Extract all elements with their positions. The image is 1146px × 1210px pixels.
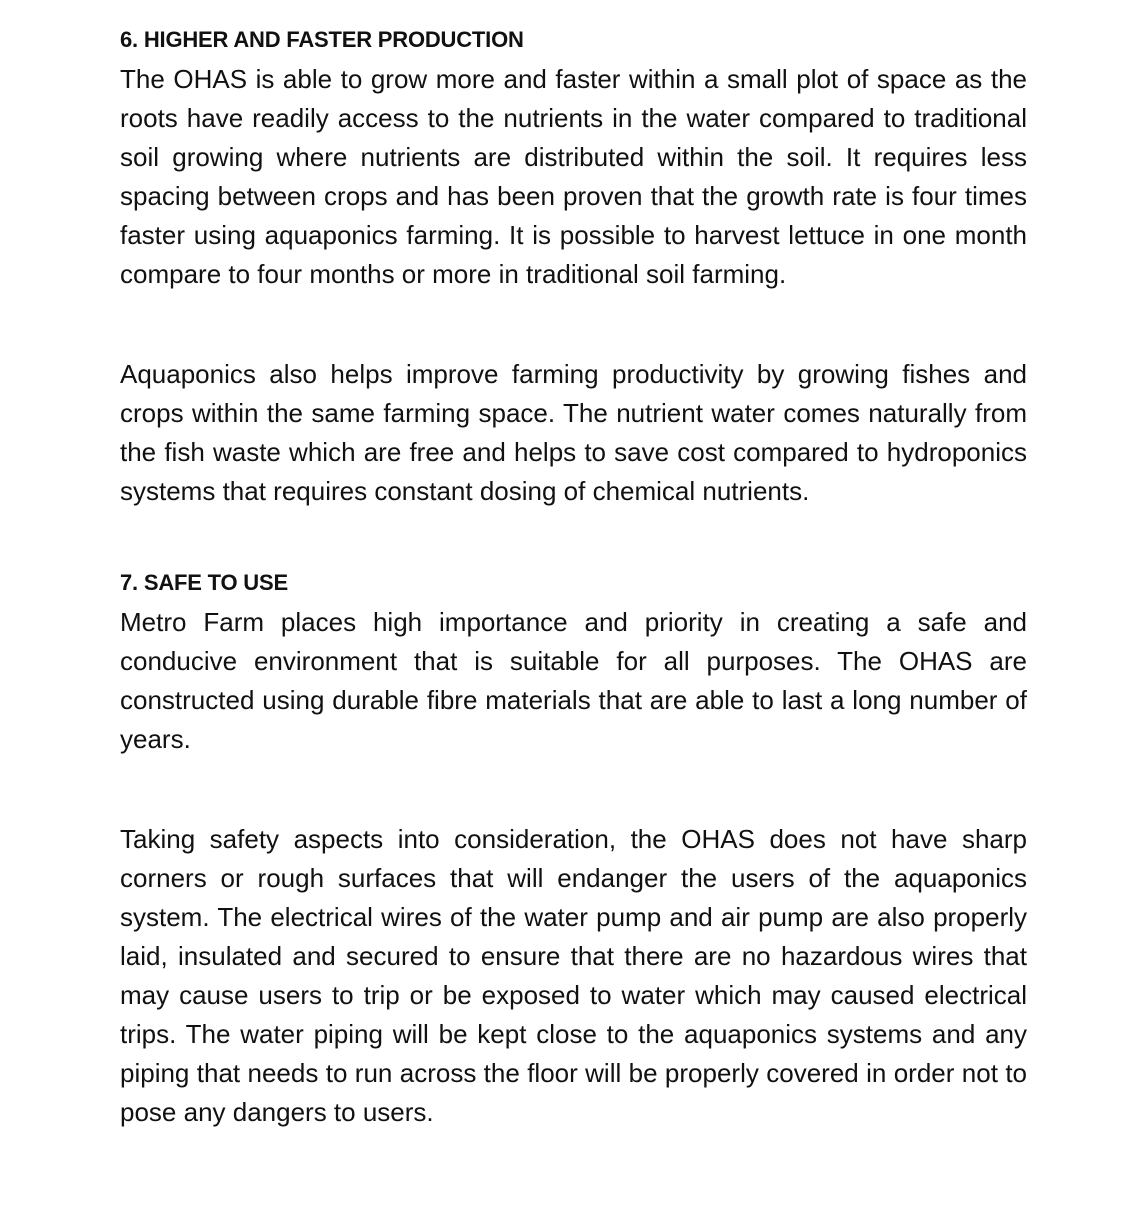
section-safe-to-use <box>120 565 1027 1132</box>
paragraph: The OHAS is able to grow more and faster within a small plot of space as the roots have readily access to the nutrients in the water compared to traditional soil growing where nutrients are distributed within the soil. It requires less spacing between crops and has been proven that the growth rate is four times faster using aquaponics farming. It is possible to harvest lettuce in one month compare to four months or more in traditional soil farming. <box>120 64 1027 289</box>
section-higher-faster-production <box>120 22 1027 511</box>
paragraph: Taking safety aspects into consideration, the OHAS does not have sharp corners or rough surfaces that will endanger the users of the aquaponics system. The electrical wires of the water pump and air pump are also properly laid, insulated and secured to ensure that there are no hazardous wires that may cause users to trip or be exposed to water which may caused electrical trips. The water piping will be kept close to the aquaponics systems and any piping that needs to run across the floor will be properly covered in order not to pose any dangers to users. <box>120 824 1027 1127</box>
paragraph: Aquaponics also helps improve farming productivity by growing fishes and crops within the same farming space. The nutrient water comes naturally from the fish waste which are free and helps to save cost compared to hydroponics systems that requires constant dosing of chemical nutrients. <box>120 359 1027 506</box>
section-heading: 6. HIGHER AND FASTER PRODUCTION <box>120 27 524 52</box>
paragraph: Metro Farm places high importance and priority in creating a safe and conducive environment that is suitable for all purposes. The OHAS are constructed using durable fibre materials that are able to last a long number of years. <box>120 607 1027 754</box>
section-heading: 7. SAFE TO USE <box>120 570 288 595</box>
document-page <box>120 22 1027 1132</box>
paragraph-spacer <box>120 759 1027 820</box>
section-spacer <box>120 511 1027 565</box>
paragraph-spacer <box>120 294 1027 355</box>
